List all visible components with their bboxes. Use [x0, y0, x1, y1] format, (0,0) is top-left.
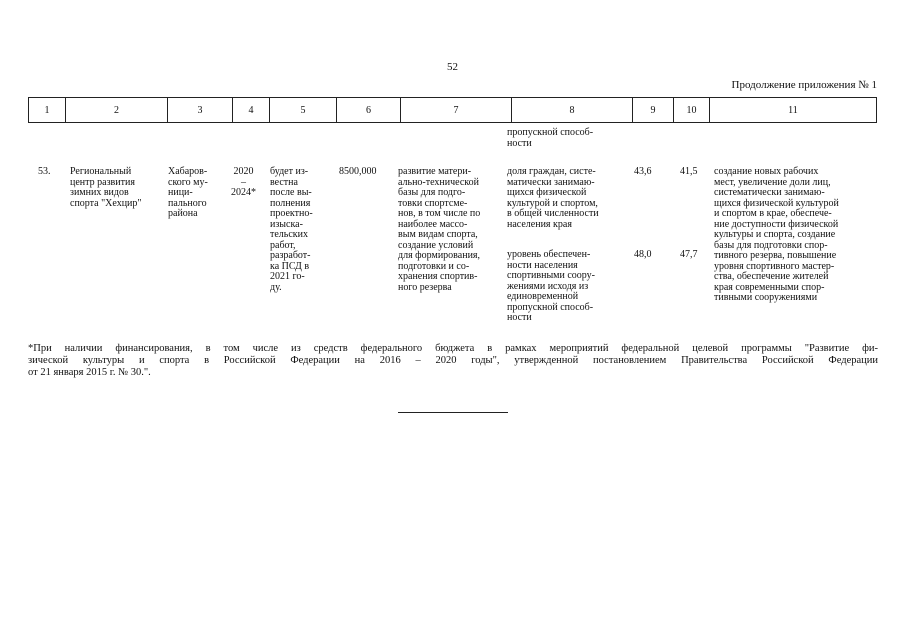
cost-status: будет из- вестна после вы- полнения проектно- изыска- тельских работ, разработ- ка ПСД в 2021 го- ду. — [270, 166, 313, 293]
page-number: 52 — [447, 61, 458, 73]
indicator-citizens-share-value-1: 43,6 — [634, 166, 652, 177]
column-number: 5 — [270, 98, 337, 123]
column-number: 3 — [168, 98, 233, 123]
indicator-facility-provision-value-2: 47,7 — [680, 249, 698, 260]
footnote-line: *При наличии финансирования, в том числе из средств федерального бюджета в рамках мероприятий федеральной целевой программы "Развитие фи- — [28, 343, 878, 354]
column-number: 6 — [337, 98, 401, 123]
column-number-header — [28, 97, 877, 123]
expected-effect: создание новых рабочих мест, увеличение доли лиц, систематически занимаю- щихся физической культурой и спортом в крае, обеспече- ние доступности физической культуры и спорта, создание базы для подготовки спор- тивного резерва, повышение уровня спортивного мастер- ства, обеспечение жителей края современными спор- тивными сооружениями — [714, 166, 839, 303]
indicator-citizens-share: доля граждан, систе- матически занимаю- щихся физической культурой и спортом, в общей численности населения края — [507, 166, 599, 230]
column-number: 9 — [633, 98, 674, 123]
column-number: 11 — [710, 98, 877, 123]
column-number: 7 — [401, 98, 512, 123]
implementation-years: 2020 – 2024* — [231, 166, 256, 198]
continuation-label: Продолжение приложения № 1 — [731, 79, 877, 91]
footnote-line: зической культуры и спорта в Российской Федерации на 2016 – 2020 годы", утвержденной постановлением Правительства Российской Федерации — [28, 355, 878, 366]
indicator-facility-provision-value-1: 48,0 — [634, 249, 652, 260]
closing-rule — [398, 412, 508, 413]
location: Хабаров- ского му- ници- пального района — [168, 166, 208, 219]
column-number: 10 — [674, 98, 710, 123]
column-number: 4 — [233, 98, 270, 123]
row-number: 53. — [38, 166, 51, 177]
column-number: 8 — [512, 98, 633, 123]
footnote-line: от 21 января 2015 г. № 30.". — [28, 367, 151, 378]
total-cost: 8500,000 — [339, 166, 377, 177]
column-number: 2 — [66, 98, 168, 123]
footnote — [28, 343, 878, 379]
project-goal: развитие матери- ально-технической базы для подго- товки спортсме- нов, в том числе по наиболее массо- вым видам спорта, создание условий для формирования, подготовки и со- хранения спортив- ного резерва — [398, 166, 481, 293]
carry-over-text: пропускной способ- ности — [507, 127, 594, 149]
facility-name: Региональный центр развития зимних видов спорта "Хехцир" — [70, 166, 142, 209]
column-number: 1 — [29, 98, 66, 123]
indicator-facility-provision: уровень обеспечен- ности населения спортивными соору- жениями исходя из единовременной пропускной способ- ности — [507, 249, 595, 323]
indicator-citizens-share-value-2: 41,5 — [680, 166, 698, 177]
